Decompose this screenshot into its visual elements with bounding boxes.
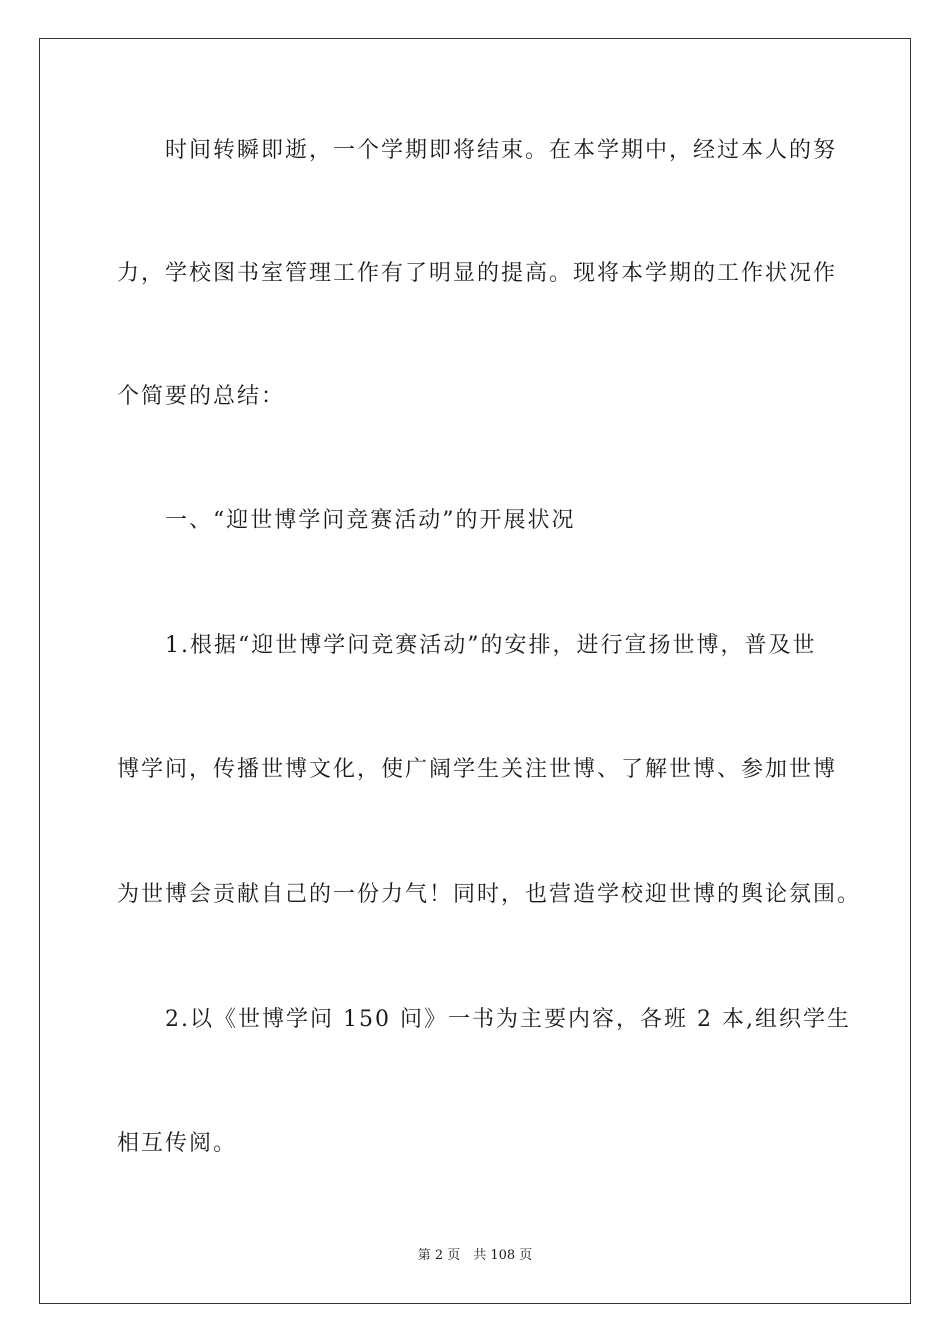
page-footer: 第 2 页 共 108 页 (417, 1248, 533, 1263)
paragraph-line-2: 力，学校图书室管理工作有了明显的提高。现将本学期的工作状况作 (117, 261, 838, 286)
section-heading: 一、“迎世博学问竞赛活动”的开展状况 (117, 508, 576, 533)
paragraph-line-9: 相互传阅。 (117, 1131, 238, 1156)
page-border (39, 38, 911, 1304)
paragraph-line-6: 博学问，传播世博文化，使广阔学生关注世博、了解世博、参加世博 (117, 757, 838, 782)
paragraph-line-5: 1.根据“迎世博学问竞赛活动”的安排，进行宣扬世博，普及世 (117, 633, 817, 658)
paragraph-line-8: 2.以《世博学问 150 问》一书为主要内容，各班 2 本,组织学生 (117, 1007, 851, 1032)
paragraph-line-7: 为世博会贡献自己的一份力气！同时，也营造学校迎世博的舆论氛围。 (117, 882, 862, 907)
paragraph-line-1: 时间转瞬即逝，一个学期即将结束。在本学期中，经过本人的努 (117, 138, 838, 163)
paragraph-line-3: 个简要的总结： (117, 384, 286, 409)
